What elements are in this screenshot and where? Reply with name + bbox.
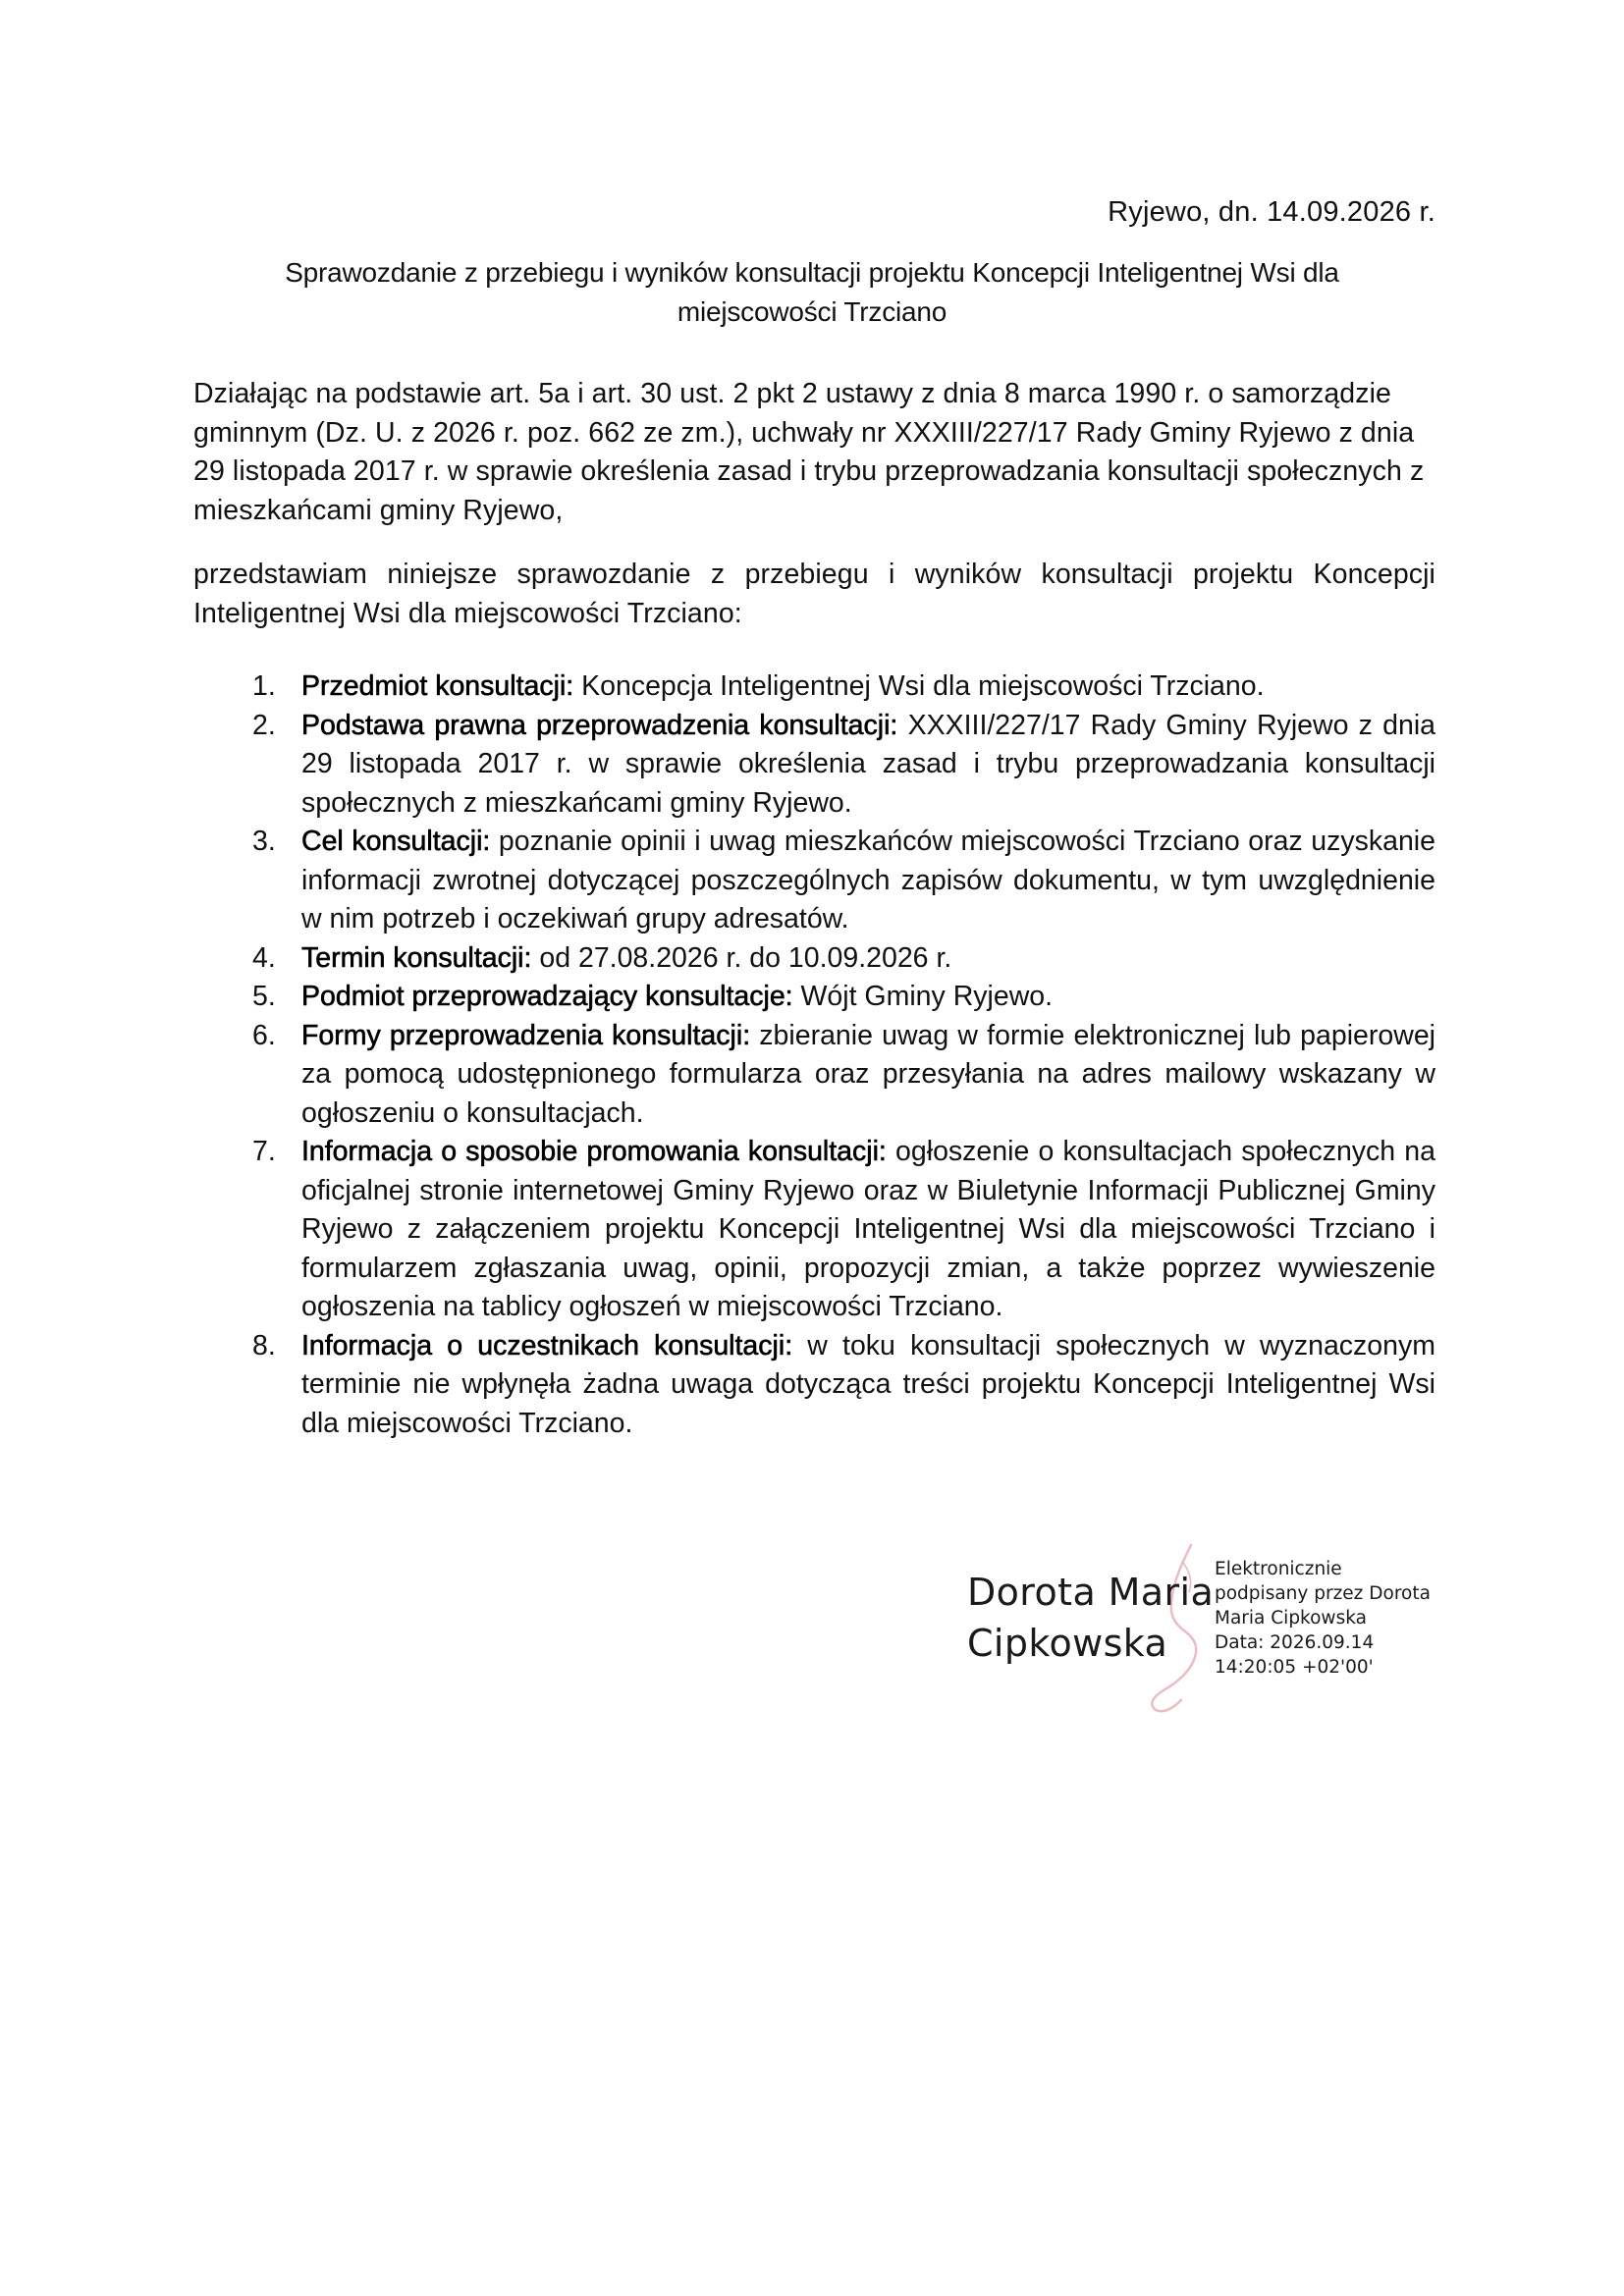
list-item [193, 978, 1435, 1017]
item-number: 8. [252, 1329, 276, 1362]
list-item [193, 823, 1435, 939]
signature-detail-line: Elektronicznie [1215, 1559, 1342, 1579]
list-item [193, 1133, 1435, 1327]
item-number: 5. [252, 981, 276, 1012]
place-date: Ryjewo, dn. 14.09.2026 r. [1108, 196, 1435, 228]
list-item [193, 939, 1435, 979]
item-label: Przedmiot konsultacji: [301, 670, 574, 702]
item-text: Koncepcja Inteligentnej Wsi dla miejscowości Trzciano. [581, 670, 1265, 702]
item-number: 7. [252, 1136, 276, 1167]
signer-name [967, 1567, 1214, 1669]
signature-detail-line: Maria Cipkowska [1215, 1608, 1367, 1629]
item-text: od 27.08.2026 r. do 10.09.2026 r. [539, 941, 952, 974]
list-item [193, 707, 1435, 824]
electronic-signature [967, 1543, 1458, 1720]
item-label: Informacja o sposobie promowania konsultacji: [301, 1136, 887, 1167]
item-number: 3. [252, 826, 276, 857]
item-text: ogłoszenie o konsultacjach społecznych na oficjalnej stronie internetowej Gminy Ryjewo oraz w Biuletynie Informacji Publicznej Gminy Ryjewo z załączeniem projektu Koncepcji Inteligentnej Wsi dla miejscowości Trzciano i formularzem zgłaszania uwag, opinii, propozycji zmian, a także poprzez wywieszenie ogłoszenia na tablicy ogłoszeń w miejscowości Trzciano. [301, 1136, 1436, 1322]
report-items-list [193, 667, 1435, 1443]
document-title [236, 253, 1388, 332]
item-text: poznanie opinii i uwag mieszkańców miejscowości Trzciano oraz uzyskanie informacji zwrotnej dotyczącej poszczególnych zapisów dokumentu, w tym uwzględnienie w nim potrzeb i oczekiwań grupy adresatów. [301, 826, 1435, 934]
list-item [193, 667, 1435, 707]
item-label: Podstawa prawna przeprowadzenia konsultacji: [301, 709, 898, 741]
intro-legal-basis-paragraph: Działając na podstawie art. 5a i art. 30 ust. 2 pkt 2 ustawy z dnia 8 marca 1990 r. o samorządzie gminnym (Dz. U. z 2026 r. poz. 662 ze zm.), uchwały nr XXXIII/227/17 Rady Gminy Ryjewo z dnia 29 listopada 2017 r. w sprawie określenia zasad i trybu przeprowadzania konsultacji społecznych z mieszkańcami gminy Ryjewo, [193, 378, 1425, 526]
signer-name-line-1: Dorota Maria [967, 1571, 1215, 1614]
item-text: w toku konsultacji społecznych w wyznaczonym terminie nie wpłynęła żadna uwaga dotycząca treści projektu Koncepcji Inteligentnej Wsi dla miejscowości Trzciano. [301, 1329, 1435, 1439]
signature-detail-line: podpisany przez Dorota [1215, 1583, 1431, 1604]
item-text: Wójt Gminy Ryjewo. [800, 981, 1054, 1012]
signature-details [1215, 1557, 1431, 1680]
item-label: Formy przeprowadzenia konsultacji: [301, 1019, 751, 1051]
list-item [193, 1017, 1435, 1134]
item-label: Cel konsultacji: [301, 826, 491, 857]
item-label: Termin konsultacji: [301, 941, 532, 974]
item-number: 1. [252, 670, 276, 702]
document-title-line-1: Sprawozdanie z przebiegu i wyników konsultacji projektu Koncepcji Inteligentnej Wsi dla [285, 257, 1339, 288]
item-label: Podmiot przeprowadzający konsultacje: [301, 981, 793, 1012]
item-label: Informacja o uczestnikach konsultacji: [301, 1329, 793, 1362]
list-item [193, 1327, 1435, 1444]
item-number: 2. [252, 709, 276, 741]
document-title-line-2: miejscowości Trzciano [677, 296, 947, 327]
item-text: XXXIII/227/17 Rady Gminy Ryjewo z dnia 29 listopada 2017 r. w sprawie określenia zasad i trybu przeprowadzania konsultacji społecznych z mieszkańcami gminy Ryjewo. [301, 709, 1436, 819]
signer-name-line-2: Cipkowska [967, 1622, 1168, 1665]
item-number: 4. [252, 941, 276, 974]
item-number: 6. [252, 1019, 276, 1051]
signature-detail-line: Data: 2026.09.14 [1215, 1632, 1375, 1653]
item-text: zbieranie uwag w formie elektronicznej lub papierowej za pomocą udostępnionego formularza oraz przesyłania na adres mailowy wskazany w ogłoszeniu o konsultacjach. [301, 1019, 1435, 1129]
intro-presentation-paragraph: przedstawiam niniejsze sprawozdanie z przebiegu i wyników konsultacji projektu Koncepcji Inteligentnej Wsi dla miejscowości Trzciano: [193, 559, 1435, 629]
signature-detail-line: 14:20:05 +02'00' [1215, 1657, 1374, 1678]
